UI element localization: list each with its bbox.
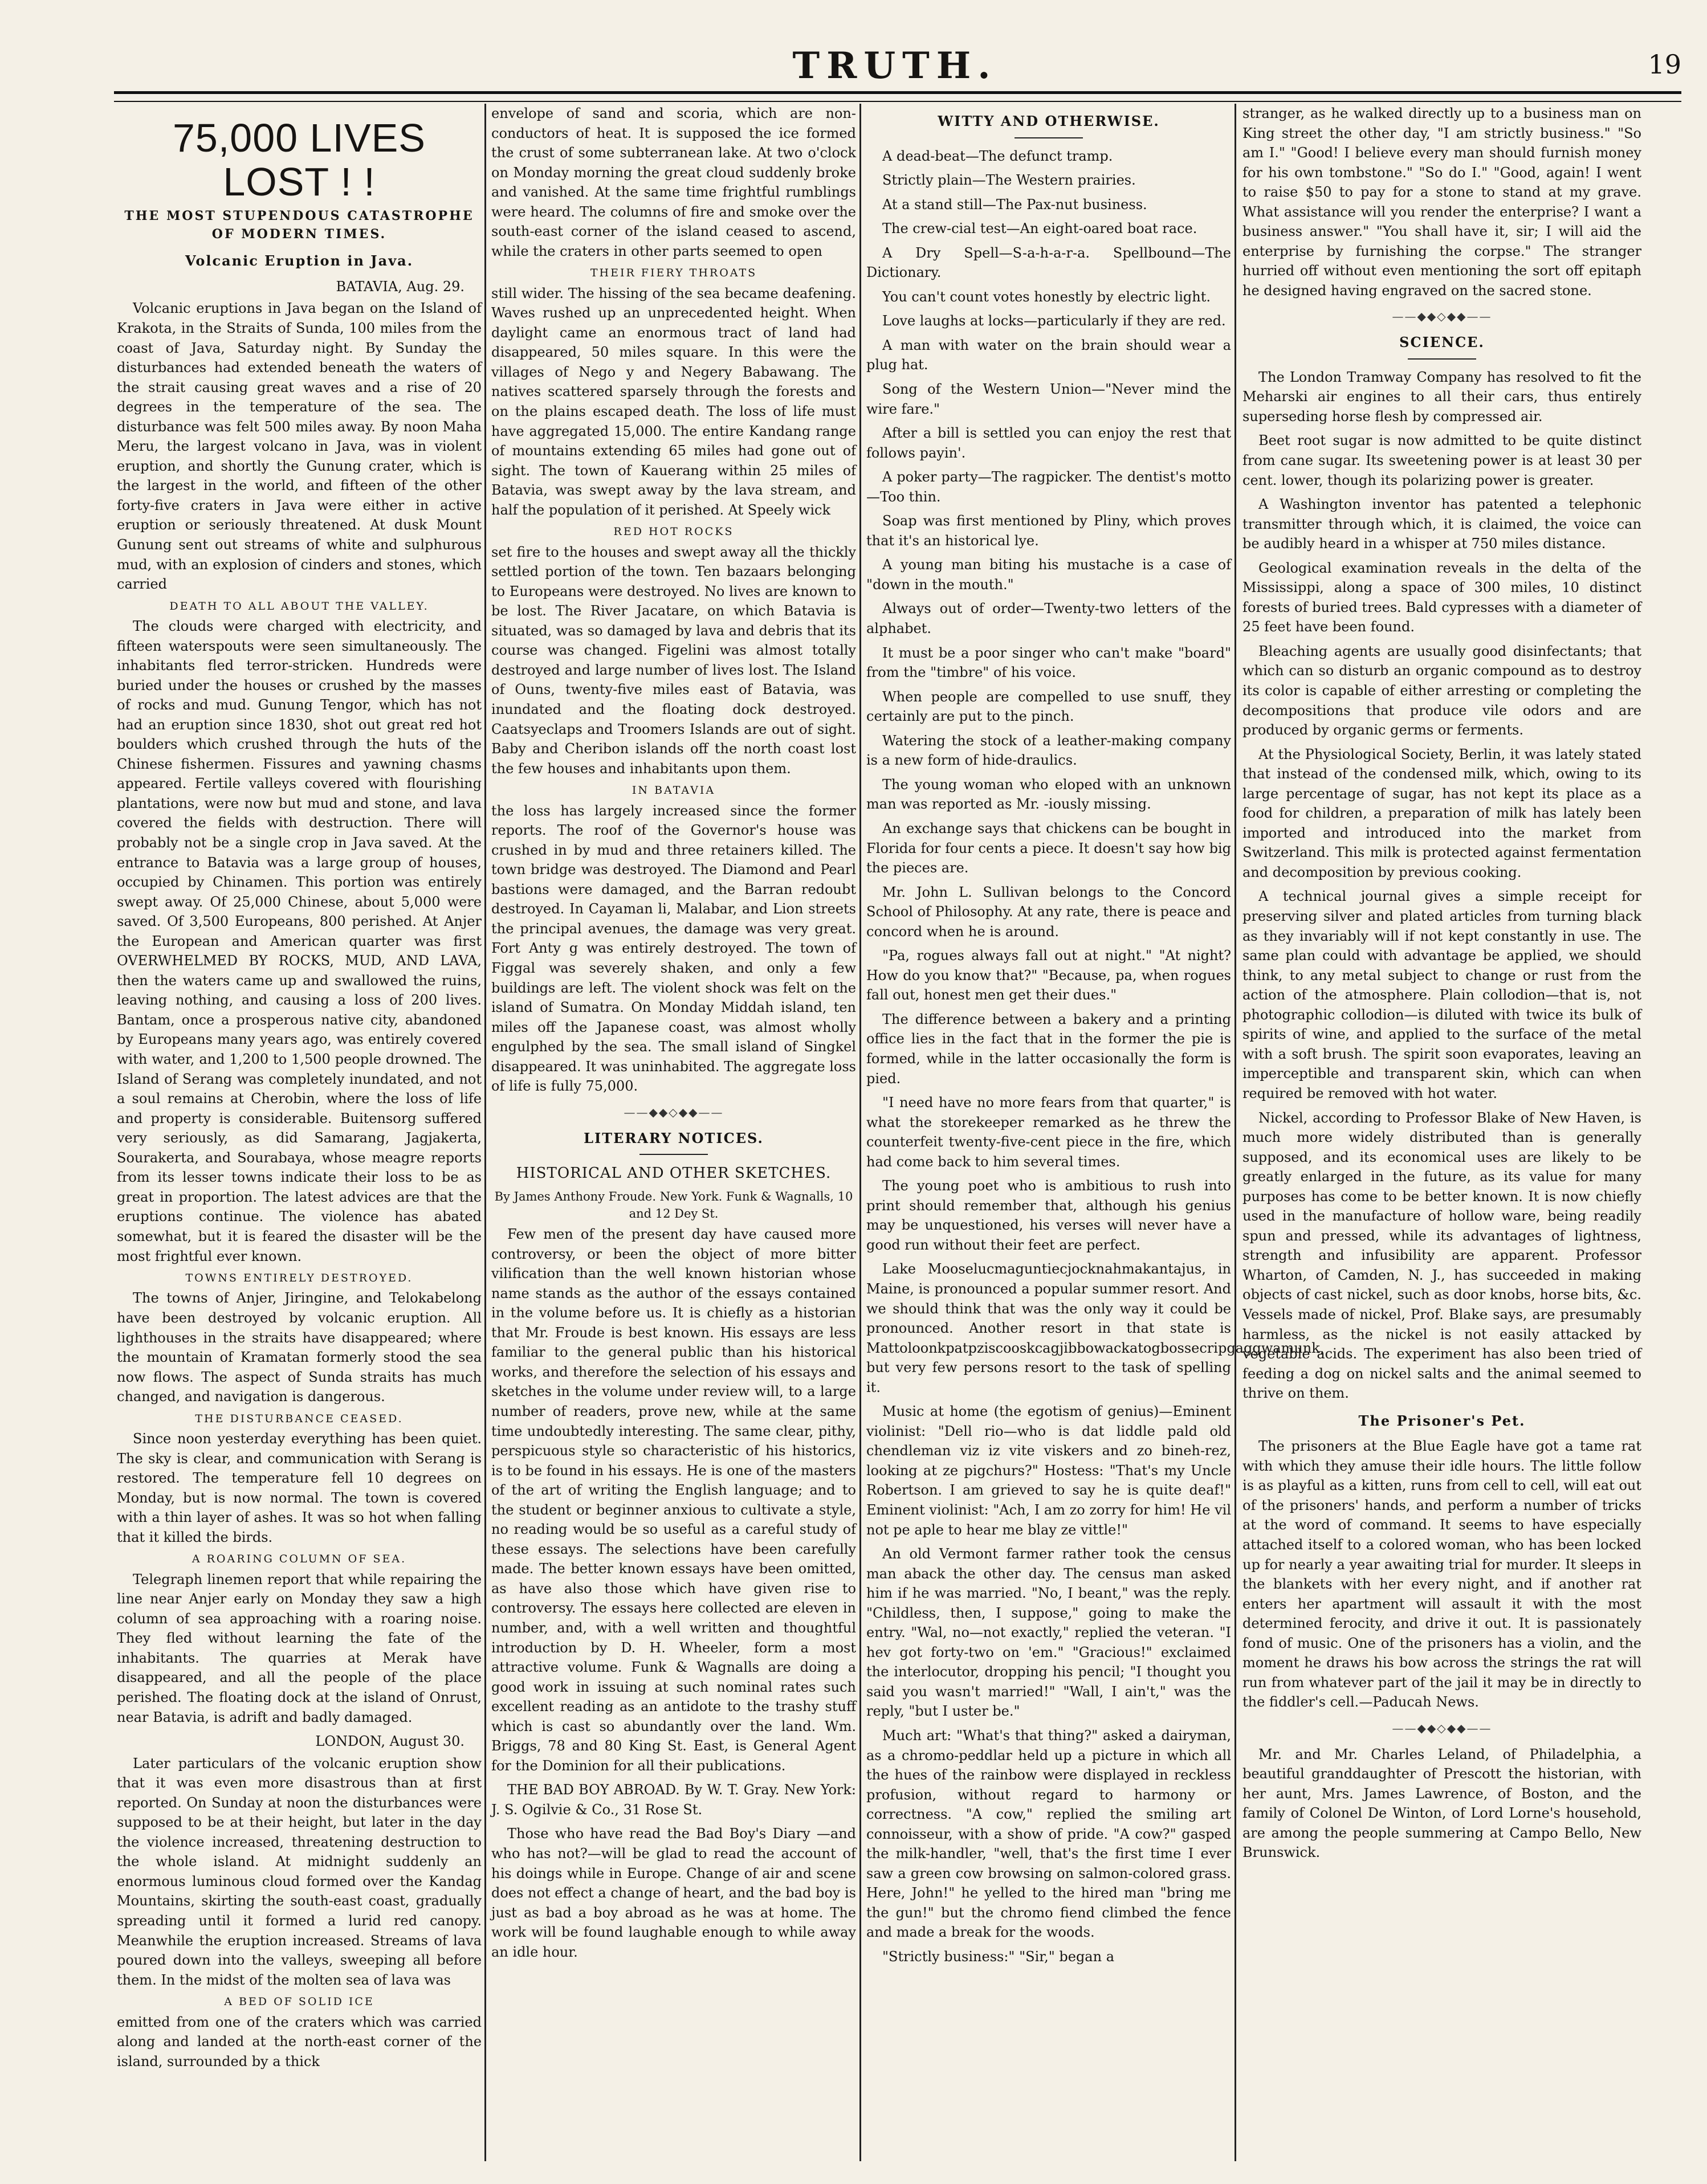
article-paragraph: still wider. The hissing of the sea became deafening. Waves rushed up an unprecedented height. When daylight came an enormous tract of land had disappeared, 50 miles square. In this were the villages of Nego y and Negery Babawang. The natives scattered sparsely through the forests and on the plains escaped death. The loss of life must have aggregated 15,000. The entire Kandang range of mountains extending 65 miles had gone out of sight. The town of Kauerang within 25 miles of Batavia, was swept away by the lava stream, and half the population of it perished. At Speely wick bbox=[491, 285, 856, 518]
section-heading: LITERARY NOTICES. bbox=[584, 1129, 764, 1146]
witty-item: The crew-cial test—An eight-oared boat race. bbox=[882, 221, 1197, 237]
subheading: DEATH TO ALL ABOUT THE VALLEY. bbox=[169, 599, 429, 613]
witty-item: A man with water on the brain should wear a plug hat. bbox=[866, 337, 1231, 373]
subheadline: THE MOST STUPENDOUS CATASTROPHE OF MODERN TIMES. bbox=[124, 209, 474, 242]
witty-item: Strictly plain—The Western prairies. bbox=[882, 172, 1136, 189]
divider bbox=[1015, 137, 1083, 138]
article-paragraph: Few men of the present day have caused more controversy, or been the object of more bitter vilification than the well known historian whose name stands as the author of the essays contained in the volume before us. It is chiefly as a historian that Mr. Froude is best known. His essays are less familiar to the general public than his historical works, and therefore the selection of his essays and sketches in the volume under review will, to a large number of readers, prove new, while at the same time undoubtedly interesting. The same clear, pithy, perspicuous style so characteristic of his historics, is to be found in his essays. He is one of the masters of the art of writing the English language; and to the student or beginner anxious to cultivate a style, no reading would be so useful as a careful study of these essays. The selections have been carefully made. The better known essays have been omitted, as have also those which have given rise to controversy. The essays here collected are eleven in number, and, with a well written and thoughtful introduction by D. H. Wheeler, form a most attractive volume. Funk & Wagnalls are doing a good work in issuing at such nominal rates such excellent reading as an antidote to the trashy stuff which is cast so abundantly over the land. Wm. Briggs, 78 and 80 King St. East, is General Agent for the Dominion for all their publications. bbox=[491, 1226, 856, 1774]
article-paragraph: Since noon yesterday everything has been quiet. The sky is clear, and communication with Serang is restored. The temperature fell 10 degrees on Monday, but is now normal. The town is covered with a thin layer of ashes. It was so hot when falling that it killed the birds. bbox=[117, 1431, 482, 1545]
witty-item: Song of the Western Union—"Never mind the wire fare." bbox=[866, 381, 1231, 417]
witty-item: Lake Mooselucmaguntiecjocknahmakantajus, in Maine, is pronounced a popular summer resort. And we should think that was the only way it could be pronounced. Another resort in that state is Mattoloonkpatpziscooskcagjibbowackatogbossecripgaggwamunk, but very few persons resort to the task of spelling it. bbox=[866, 1261, 1325, 1395]
witty-item: "I need have no more fears from that quarter," is what the storekeeper remarked as he threw the counterfeit twenty-five-cent piece in the fire, which had come back to him several times. bbox=[866, 1095, 1231, 1170]
subheading: RED HOT ROCKS bbox=[613, 525, 734, 538]
witty-item: The young woman who eloped with an unknown man was reported as Mr. -iously missing. bbox=[866, 776, 1231, 813]
article-paragraph: stranger, as he walked directly up to a business man on King street the other day, "I am strictly business." "So am I." "Good! I believe every man should furnish money for his own tombstone." "So do I." "Good, again! I went to raise $50 to pay for a stone to stand at my grave. What assistance will you render the enterprise? I want a business answer." "You shall have it, sir; I will aid the enterprise by furnishing the corpse." The stranger hurried off without even mentioning the sort off epitaph he designed having engraved on the sacred stone. bbox=[1242, 105, 1641, 299]
divider bbox=[1408, 358, 1476, 360]
subheading: IN BATAVIA bbox=[632, 784, 716, 797]
science-item: Geological examination reveals in the delta of the Mississippi, along a space of 300 miles, 10 distinct forests of buried trees. Bald cypresses with a diameter of 25 feet have been found. bbox=[1242, 560, 1641, 635]
column-2 bbox=[491, 104, 856, 2167]
witty-item: At a stand still—The Pax-nut business. bbox=[882, 196, 1147, 213]
dateline: BATAVIA, Aug. 29. bbox=[336, 278, 465, 295]
witty-item: Mr. John L. Sullivan belongs to the Concord School of Philosophy. At any rate, there is peace and concord when he is around. bbox=[866, 884, 1231, 940]
witty-item: An old Vermont farmer rather took the census man aback the other day. The census man asked him if he was married. "No, I beant," was the reply. "Childless, then, I suppose," going to make the entry. "Wal, no—not exactly," replied the veteran. "I hev got forty-two on 'em." "Gracious!" exclaimed the interlocutor, dropping his pencil; "I thought you said you wasn't married!" "Wall, I ain't," was the reply, "but I uster be." bbox=[866, 1546, 1231, 1720]
column-3 bbox=[866, 104, 1325, 2167]
article-paragraph: The clouds were charged with electricity, and fifteen waterspouts were seen simultaneously. The inhabitants fled terror-stricken. Hundreds were buried under the houses or crushed by the masses of rocks and mud. Gunung Tengor, which has not had an eruption since 1830, shot out great red hot boulders which crushed through the huts of the Chinese fishermen. Fissures and yawning chasms appeared. Fertile valleys covered with flourishing plantations, were now but mud and stone, and lava covered the fields with destruction. There will probably not be a single crop in Java saved. At the entrance to Batavia was a large group of houses, occupied by Chinamen. This portion was entirely swept away. Of 25,000 Chinese, about 5,000 were saved. Of 3,500 Europeans, 800 perished. At Anjer the European and American quarter was first OVERWHELMED BY ROCKS, MUD, AND LAVA, then the waters came up and swallowed the ruins, leaving nothing, and causing a loss of 200 lives. Bantam, once a prosperous native city, abandoned by Europeans many years ago, was entirely covered with water, and 1,200 to 1,500 people drowned. The Island of Serang was completely inundated, and not a soul remains at Cherobin, where the loss of life and property is considerable. Buitensorg suffered very seriously, as did Samarang, Jagjakerta, Sourakerta, and Sourabaya, whose meagre reports from its lesser towns indicate their loss to be as great in proportion. The latest advices are that the eruptions continue. The violence has abated somewhat, but it is feared the disaster will be the most frightful ever known. bbox=[117, 618, 482, 1264]
article-paragraph: The towns of Anjer, Jiringine, and Telokabelong have been destroyed by volcanic eruption. All lighthouses in the straits have disappeared; where the mountain of Kramatan formerly stood the sea now flows. The aspect of Sunda straits has much changed, and navigation is dangerous. bbox=[117, 1290, 482, 1405]
science-item: Beet root sugar is now admitted to be quite distinct from cane sugar. Its sweetening power is at least 30 per cent. lower, though its polarizing power is greater. bbox=[1242, 432, 1641, 488]
subheading: THEIR FIERY THROATS bbox=[590, 267, 757, 280]
column-divider bbox=[1235, 104, 1236, 2161]
witty-list bbox=[866, 146, 1325, 1967]
witty-item: Much art: "What's that thing?" asked a dairyman, as a chromo-peddlar held up a picture in which all the hues of the rainbow were displayed in reckless profusion, without regard to harmony or correctness. "A cow," replied the smiling art connoisseur, with a show of pride. "A cow?" gasped the milk-handler, "well, that's the first time I ever saw a green cow browsing on salmon-colored grass. Here, John!" he yelled to the hired man "bring me the gun!" but the chromo fiend climbed the fence and made a break for the woods. bbox=[866, 1728, 1231, 1941]
article-paragraph: Those who have read the Bad Boy's Diary —and who has not?—will be glad to read the account of his doings while in Europe. Change of air and scene does not effect a change of heart, and the bad boy is just as bad a boy abroad as he was at home. The work will be found laughable enough to while away an idle hour. bbox=[491, 1826, 856, 1960]
witty-item: A dead-beat—The defunct tramp. bbox=[882, 148, 1113, 164]
masthead-title: TRUTH. bbox=[792, 44, 997, 87]
science-item: The London Tramway Company has resolved to fit the Meharski air engines to all their cars, thus entirely superseding horse flesh by compressed air. bbox=[1242, 369, 1641, 424]
witty-item: Love laughs at locks—particularly if they are red. bbox=[882, 313, 1226, 329]
column-1 bbox=[117, 104, 482, 2167]
section-heading: Volcanic Eruption in Java. bbox=[185, 252, 414, 270]
column-divider bbox=[859, 104, 861, 2161]
witty-item: The difference between a bakery and a printing office lies in the fact that in the former the pie is formed, while in the latter occasionally the form is pied. bbox=[866, 1011, 1231, 1087]
witty-item: Soap was first mentioned by Pliny, which proves that it's an historical lye. bbox=[866, 513, 1231, 549]
masthead bbox=[108, 34, 1681, 97]
book-byline: By James Anthony Froude. New York. Funk & Wagnalls, 10 and 12 Dey St. bbox=[494, 1189, 853, 1220]
science-list bbox=[1242, 368, 1641, 1403]
subheading: A ROARING COLUMN OF SEA. bbox=[192, 1553, 407, 1566]
masthead-rule bbox=[114, 91, 1681, 102]
article-paragraph: envelope of sand and scoria, which are non-conductors of heat. It is supposed the ice formed the crust of some subterranean lake. At two o'clock on Monday morning the great cloud suddenly broke and vanished. At the same time frightful rumblings were heard. The columns of fire and smoke over the south-east corner of the island ceased to ascend, while the craters in other parts seemed to open bbox=[491, 105, 856, 259]
witty-item: A poker party—The ragpicker. The dentist's motto—Too thin. bbox=[866, 469, 1231, 505]
divider bbox=[639, 1154, 708, 1155]
science-item: A Washington inventor has patented a telephonic transmitter through which, it is claimed, the voice can be audibly heard in a whisper at 750 miles distance. bbox=[1242, 496, 1641, 552]
witty-item: It must be a poor singer who can't make "board" from the "timbre" of his voice. bbox=[866, 644, 1231, 681]
article-paragraph: Volcanic eruptions in Java began on the Island of Krakota, in the Straits of Sunda, 100 miles from the coast of Java, Saturday night. By Sunday the disturbances had extended beneath the waters of the strait causing great waves and a rise of 20 degrees in the temperature of the sea. The disturbance was felt 500 miles away. By noon Maha Meru, the largest volcano in Java, was in violent eruption, and shortly the Gunung crater, which is the largest in the world, and fifteen of the other forty-five craters in Java were either in active eruption or seriously threatened. At dusk Mount Gunung sent out streams of white and sulphurous mud, with an explosion of cinders and stones, which carried bbox=[117, 300, 482, 593]
witty-item: Music at home (the egotism of genius)—Eminent violinist: "Dell rio—who is dat liddle pald old chendleman viz iz vite viskers and zo bineh-rez, looking at ze pigchurs?" Hostess: "That's my Uncle Robertson. I am grieved to say he is quite deaf!" Eminent violinist: "Ach, I am zo zorry for him! He vil not pe aple to hear me blay ze vittle!" bbox=[866, 1403, 1231, 1538]
article-paragraph: The prisoners at the Blue Eagle have got a tame rat with which they amuse their idle hours. The little follow is as playful as a kitten, runs from cell to cell, will eat out of the prisoners' hands, and perform a number of tricks at the word of command. It seems to have especially attached itself to a colored woman, who has been locked up for nearly a year awaiting trial for murder. It sleeps in the blankets with her every night, and if another rat enters her apartment will assault it with the most determined ferocity, and drive it out. It is passionately fond of music. One of the prisoners has a violin, and the moment he draws his bow across the strings the rat will run from whatever part of the jail it may be in directly to the fiddler's cell.—Paducah News. bbox=[1242, 1438, 1641, 1711]
article-paragraph: emitted from one of the craters which was carried along and landed at the north-east corner of the island, surrounded by a thick bbox=[117, 2014, 482, 2069]
witty-item: After a bill is settled you can enjoy the rest that follows payin'. bbox=[866, 425, 1231, 461]
witty-item: Always out of order—Twenty-two letters of the alphabet. bbox=[866, 601, 1231, 637]
science-item: At the Physiological Society, Berlin, it was lately stated that instead of the condensed milk, which, owing to its large percentage of sugar, has not kept its place as a food for children, a preparation of milk has lately been imported and introduced into the market from Switzerland. This milk is protected against fermentation and decomposition by previous cooking. bbox=[1242, 746, 1641, 880]
column-4 bbox=[1242, 104, 1641, 2167]
article-paragraph: the loss has largely increased since the former reports. The roof of the Governor's house was crushed in by mud and three retainers killed. The town bridge was destroyed. The Diamond and Pearl bastions were damaged, and the Barran redoubt destroyed. In Cayaman li, Malabar, and Lion streets the principal avenues, the damage was very great. Fort Anty g was entirely destroyed. The town of Figgal was severely shaken, and only a few buildings are left. The violent shock was felt on the island of Sumatra. On Monday Middah island, ten miles off the Japanese coast, was almost wholly engulphed by the sea. The small island of Singkel disappeared. It was uninhabited. The aggregate loss of life is fully 75,000. bbox=[491, 802, 856, 1095]
witty-item: An exchange says that chickens can be bought in Florida for four cents a piece. It doesn't say how big the pieces are. bbox=[866, 820, 1231, 876]
article-paragraph: Later particulars of the volcanic eruption show that it was even more disastrous than at first reported. On Sunday at noon the disturbances were supposed to be at their height, but later in the day the violence increased, threatening destruction to the whole island. At midnight suddenly an enormous luminous cloud formed over the Kandag Mountains, skirting the south-east coast, gradually spreading until it formed a lurid red canopy. Meanwhile the eruption increased. Streams of lava poured down into the valleys, sweeping all before them. In the midst of the molten sea of lava was bbox=[117, 1755, 482, 1988]
section-heading: WITTY AND OTHERWISE. bbox=[938, 113, 1160, 129]
article-paragraph: Mr. and Mr. Charles Leland, of Philadelphia, a beautiful granddaughter of Prescott the historian, with her aunt, Mrs. James Lawrence, of Boston, and the family of Colonel De Winton, of Lord Lorne's household, are among the people summering at Campo Bello, New Brunswick. bbox=[1242, 1746, 1641, 1861]
ornament-divider: ——◆◆◇◆◆—— bbox=[624, 1105, 724, 1119]
witty-item: "Pa, rogues always fall out at night." "At night? How do you know that?" "Because, pa, when rogues fall out, honest men get their dues." bbox=[866, 948, 1231, 1003]
witty-item: "Strictly business:" "Sir," began a bbox=[882, 1949, 1115, 1965]
science-item: A technical journal gives a simple receipt for preserving silver and plated articles from turning black as they invariably will if not kept constantly in use. The same plan could with advantage be applied, we should think, to any metal subject to change or rust from the action of the atmosphere. Plain collodion—that is, not photographic collodion—is diluted with twice its bulk of spirits of wine, and applied to the surface of the metal with a soft brush. The spirit soon evaporates, leaving an imperceptible and transparent skin, which can when required be removed with hot water. bbox=[1242, 888, 1641, 1101]
subheading: THE DISTURBANCE CEASED. bbox=[195, 1412, 404, 1425]
subheading: TOWNS ENTIRELY DESTROYED. bbox=[185, 1272, 413, 1285]
witty-item: Watering the stock of a leather-making company is a new form of hide-draulics. bbox=[866, 732, 1231, 769]
ornament-divider: ——◆◆◇◆◆—— bbox=[1392, 309, 1492, 324]
headline: 75,000 LIVES LOST ! ! bbox=[173, 116, 426, 204]
column-divider bbox=[484, 104, 486, 2161]
book-title: THE BAD BOY ABROAD. By W. T. Gray. New York: J. S. Ogilvie & Co., 31 Rose St. bbox=[491, 1782, 856, 1818]
witty-item: A Dry Spell—S-a-h-a-r-a. Spellbound—The Dictionary. bbox=[866, 244, 1231, 281]
ornament-divider: ——◆◆◇◆◆—— bbox=[1392, 1721, 1492, 1735]
section-heading: SCIENCE. bbox=[1399, 334, 1485, 351]
witty-item: When people are compelled to use snuff, they certainly are put to the pinch. bbox=[866, 688, 1231, 725]
subheading: A BED OF SOLID ICE bbox=[224, 1995, 374, 2009]
dateline: LONDON, August 30. bbox=[315, 1733, 465, 1750]
page-number: 19 bbox=[1648, 49, 1681, 80]
witty-item: A young man biting his mustache is a case of "down in the mouth." bbox=[866, 557, 1231, 593]
book-title: HISTORICAL AND OTHER SKETCHES. bbox=[516, 1165, 832, 1182]
article-paragraph: Telegraph linemen report that while repairing the line near Anjer early on Monday they saw a high column of sea approaching with a roaring noise. They fled without learning the fate of the inhabitants. The quarries at Merak have disappeared, and all the people of the place perished. The floating dock at the island of Onrust, near Batavia, is adrift and badly damaged. bbox=[117, 1571, 482, 1725]
witty-item: You can't count votes honestly by electric light. bbox=[882, 288, 1211, 305]
article-paragraph: set fire to the houses and swept away all the thickly settled portion of the town. Ten bazaars belonging to Europeans were destroyed. No lives are known to be lost. The River Jacatare, on which Batavia is situated, was so damaged by lava and debris that its course was changed. Figelini was almost totally destroyed and large number of lives lost. The Island of Ouns, twenty-five miles east of Batavia, was inundated and the floating dock destroyed. Caatsyeclaps and Troomers Islands are out of sight. Baby and Cheribon islands off the north coast lost the few houses and inhabitants upon them. bbox=[491, 544, 856, 777]
science-item: Bleaching agents are usually good disinfectants; that which can so disturb an organic compound as to destroy its color is capable of either arresting or completing the decompositions that produce vile odors and are produced by organic germs or ferments. bbox=[1242, 643, 1641, 738]
section-heading: The Prisoner's Pet. bbox=[1358, 1412, 1526, 1429]
witty-item: The young poet who is ambitious to rush into print should remember that, although his genius may be unquestioned, his verses will never have a good run without their feet are perfect. bbox=[866, 1178, 1231, 1253]
science-item: Nickel, according to Professor Blake of New Haven, is much more widely distributed than is generally supposed, and its economical uses are likely to be greatly enlarged in the future, as its value for many purposes has come to be better known. It is now chiefly used in the manufacture of hollow ware, being readily spun and pressed, while its advantages of lightness, strength and infusibility are apparent. Professor Wharton, of Camden, N. J., has succeeded in making objects of cast nickel, such as door knobs, horse bits, &c. Vessels made of nickel, Prof. Blake says, are presumably harmless, as the nickel is not easily attacked by vegetable acids. The experiment has also been tried of feeding a dog on nickel salts and the animal seemed to thrive on them. bbox=[1242, 1109, 1641, 1402]
